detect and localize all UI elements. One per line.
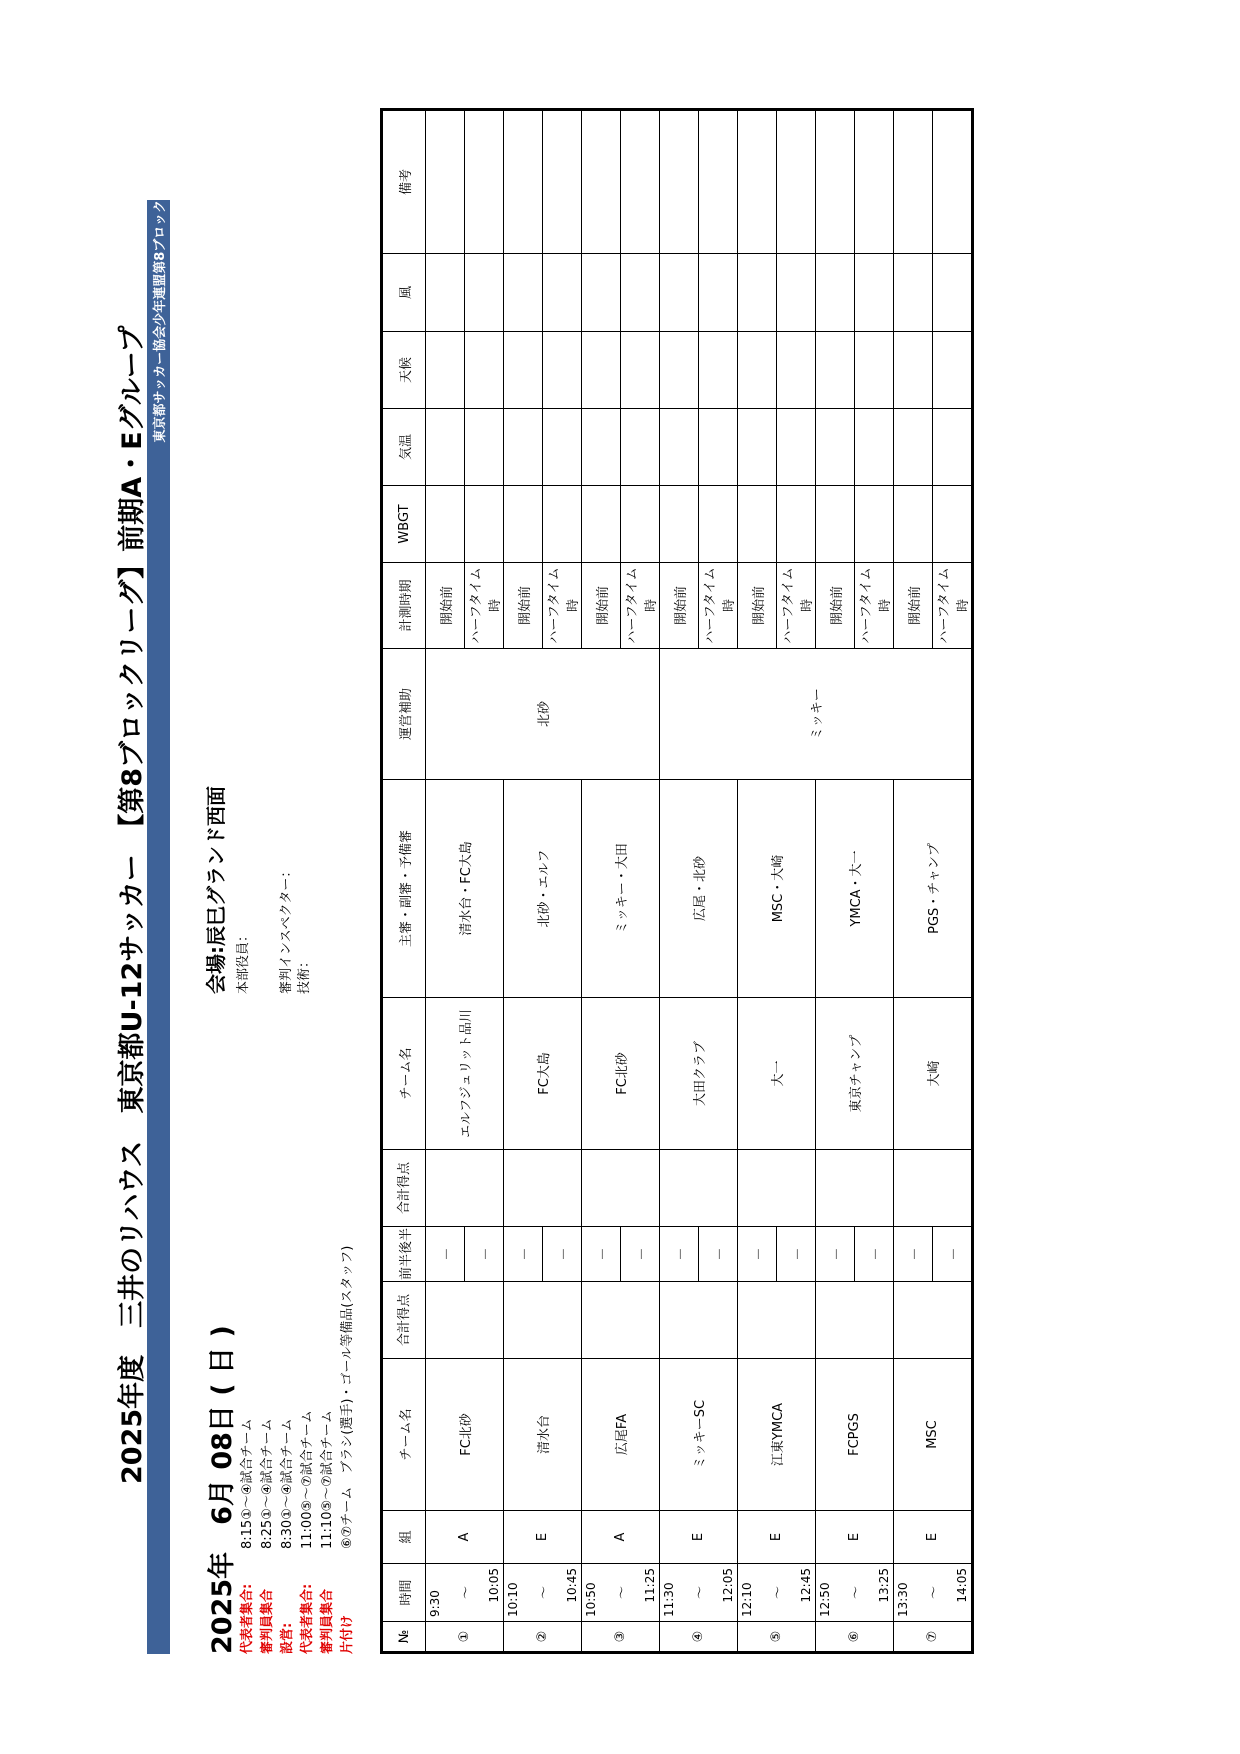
match-table [380,108,974,1654]
match-group: E [816,1511,894,1564]
match-end: 14:05 [955,1568,969,1603]
match-end: 13:25 [877,1568,891,1603]
referees: PGS・チャンプ [894,780,973,998]
team1-name: 広尾FA [582,1359,660,1511]
match-start: 10:50 [584,1582,598,1617]
temp-cell[interactable] [933,409,973,486]
match-start: 11:30 [662,1582,676,1617]
match-time [894,1564,973,1622]
first-half-score[interactable]: － [894,1227,933,1282]
team2-name: 大田クラブ [660,998,738,1150]
wbgt-cell[interactable] [777,486,816,563]
match-no: ⑥ [816,1622,894,1653]
second-half-score[interactable]: － [777,1227,816,1282]
match-group: E [504,1511,582,1564]
team2-name: 大一 [738,998,816,1150]
team1-total[interactable] [504,1282,582,1359]
header-team1: チーム名 [382,1359,426,1511]
tilde: ～ [537,1586,552,1600]
team1-total[interactable] [582,1282,660,1359]
wind-cell[interactable] [738,254,777,332]
match-time [816,1564,894,1622]
schedule-label: 代表者集合: [240,1583,255,1654]
wind-cell[interactable] [699,254,738,332]
match-start: 13:30 [896,1582,910,1617]
temp-cell[interactable] [621,409,660,486]
match-no: ① [426,1622,504,1653]
weather-cell[interactable] [660,332,699,409]
header-group: 組 [382,1511,426,1564]
first-half-score[interactable]: － [738,1227,777,1282]
wbgt-cell[interactable] [582,486,621,563]
team1-name: 清水台 [504,1359,582,1511]
wind-cell[interactable] [777,254,816,332]
venue: 会場:辰巳グランド西面 [204,786,228,994]
second-half-score[interactable]: － [543,1227,582,1282]
notes-cell[interactable] [699,110,738,254]
timing-label: ハーフタイム時 [777,563,816,649]
wind-cell[interactable] [894,254,933,332]
temp-cell[interactable] [699,409,738,486]
timing-label: ハーフタイム時 [543,563,582,649]
match-row [582,110,621,1653]
wbgt-cell[interactable] [504,486,543,563]
second-half-score[interactable]: － [855,1227,894,1282]
team2-total[interactable] [426,1150,504,1227]
wind-cell[interactable] [543,254,582,332]
wbgt-cell[interactable] [699,486,738,563]
header-wbgt: WBGT [382,486,426,563]
header-weather: 天候 [382,332,426,409]
weather-cell[interactable] [933,332,973,409]
match-start: 9:30 [428,1590,442,1617]
match-start: 12:50 [818,1582,832,1617]
timing-label: 開始前 [426,563,465,649]
header-referees: 主審・副審・予備審 [382,780,426,998]
temp-cell[interactable] [426,409,465,486]
tilde: ～ [693,1586,708,1600]
team2-total[interactable] [660,1150,738,1227]
timing-label: 開始前 [816,563,855,649]
match-no: ⑦ [894,1622,973,1653]
notes-cell[interactable] [855,110,894,254]
first-half-score[interactable]: － [816,1227,855,1282]
notes-cell[interactable] [465,110,504,254]
header-wind: 風 [382,254,426,332]
tilde: ～ [927,1586,942,1600]
schedule-text: ⑥⑦チーム ブラシ(選手)・ゴール等備品(スタッフ) [340,1245,355,1549]
team1-name: ミッキーSC [660,1359,738,1511]
tilde: ～ [615,1586,630,1600]
header-bar [147,200,170,1654]
match-time [426,1564,504,1622]
schedule-label: 代表者集合: [300,1583,315,1654]
match-end: 12:05 [721,1568,735,1603]
referees: MSC・大崎 [738,780,816,998]
match-time [504,1564,582,1622]
timing-label: 開始前 [738,563,777,649]
schedule-text: 11:00⑤～⑦試合チーム [300,1410,315,1549]
header-support: 運営補助 [382,649,426,780]
temp-cell[interactable] [738,409,777,486]
weather-cell[interactable] [777,332,816,409]
timing-label: 開始前 [894,563,933,649]
info-line-technical: 技術： [297,954,312,994]
wind-cell[interactable] [855,254,894,332]
wbgt-cell[interactable] [426,486,465,563]
timing-label: ハーフタイム時 [699,563,738,649]
timing-label: ハーフタイム時 [621,563,660,649]
team2-total[interactable] [816,1150,894,1227]
match-no: ⑤ [738,1622,816,1653]
wbgt-cell[interactable] [465,486,504,563]
wind-cell[interactable] [816,254,855,332]
temp-cell[interactable] [660,409,699,486]
timing-label: 開始前 [504,563,543,649]
wbgt-cell[interactable] [933,486,973,563]
team2-name: FC北砂 [582,998,660,1150]
weather-cell[interactable] [621,332,660,409]
match-end: 10:05 [487,1568,501,1603]
match-group: E [738,1511,816,1564]
first-half-score[interactable]: － [504,1227,543,1282]
notes-cell[interactable] [426,110,465,254]
referees: ミッキー・大田 [582,780,660,998]
team2-total[interactable] [894,1150,973,1227]
wind-cell[interactable] [426,254,465,332]
match-row [504,110,543,1653]
timing-label: ハーフタイム時 [933,563,973,649]
info-line-hq: 本部役員： [236,928,251,994]
tilde: ～ [771,1586,786,1600]
tilde: ～ [459,1586,474,1600]
team2-total[interactable] [504,1150,582,1227]
schedule-text: 8:15①～④試合チーム [240,1418,255,1549]
match-time [582,1564,660,1622]
wind-cell[interactable] [660,254,699,332]
schedule-label: 設営: [280,1622,295,1654]
schedule-label: 審判員集合 [260,1588,275,1654]
match-row [660,110,699,1653]
schedule-text: 8:25①～④試合チーム [260,1418,275,1549]
schedule-text: 11:10⑤～⑦試合チーム [320,1410,335,1549]
first-half-score[interactable]: － [660,1227,699,1282]
team1-total[interactable] [816,1282,894,1359]
team2-name: 大崎 [894,998,973,1150]
match-no: ③ [582,1622,660,1653]
weather-cell[interactable] [699,332,738,409]
schedule-sheet [0,169,1000,1754]
wind-cell[interactable] [465,254,504,332]
referees: 清水台・FC大島 [426,780,504,998]
header-halves: 前半後半 [382,1227,426,1282]
team1-name: FC北砂 [426,1359,504,1511]
match-row [816,110,855,1653]
wbgt-cell[interactable] [738,486,777,563]
wbgt-cell[interactable] [660,486,699,563]
wbgt-cell[interactable] [621,486,660,563]
timing-label: 開始前 [582,563,621,649]
temp-cell[interactable] [582,409,621,486]
second-half-score[interactable]: － [933,1227,973,1282]
temp-cell[interactable] [543,409,582,486]
match-time [738,1564,816,1622]
match-row [738,110,777,1653]
timing-label: ハーフタイム時 [465,563,504,649]
match-no: ④ [660,1622,738,1653]
team2-name: エルフジュリット品川 [426,998,504,1150]
weather-cell[interactable] [582,332,621,409]
temp-cell[interactable] [855,409,894,486]
second-half-score[interactable]: － [621,1227,660,1282]
first-half-score[interactable]: － [582,1227,621,1282]
association-name: 東京都サッカー協会少年連盟第8ブロック [153,200,168,443]
match-no: ② [504,1622,582,1653]
team2-total[interactable] [738,1150,816,1227]
header-total1: 合計得点 [382,1282,426,1359]
schedule-text: 8:30①～④試合チーム [280,1418,295,1549]
match-end: 10:45 [565,1568,579,1603]
team1-name: 江東YMCA [738,1359,816,1511]
second-half-score[interactable]: － [699,1227,738,1282]
notes-cell[interactable] [738,110,777,254]
header-timing: 計測時期 [382,563,426,649]
team2-name: FC大島 [504,998,582,1150]
timing-label: 開始前 [660,563,699,649]
wind-cell[interactable] [933,254,973,332]
team1-total[interactable] [426,1282,504,1359]
header-team2: チーム名 [382,998,426,1150]
wbgt-cell[interactable] [894,486,933,563]
notes-cell[interactable] [933,110,973,254]
event-date: 2025年 6月 08日 ( 日 ) [207,1325,238,1654]
wbgt-cell[interactable] [543,486,582,563]
referees: 広尾・北砂 [660,780,738,998]
temp-cell[interactable] [777,409,816,486]
team2-name: 東京チャンプ [816,998,894,1150]
team1-name: FCPGS [816,1359,894,1511]
info-line-inspector: 審判インスペクター： [279,864,294,994]
notes-cell[interactable] [621,110,660,254]
weather-cell[interactable] [738,332,777,409]
weather-cell[interactable] [426,332,465,409]
weather-cell[interactable] [816,332,855,409]
header-time: 時間 [382,1564,426,1622]
wind-cell[interactable] [621,254,660,332]
team1-total[interactable] [660,1282,738,1359]
schedule-label: 審判員集合 [320,1588,335,1654]
support-cell: 北砂 [426,649,660,780]
notes-cell[interactable] [582,110,621,254]
match-start: 10:10 [506,1582,520,1617]
weather-cell[interactable] [543,332,582,409]
team1-total[interactable] [738,1282,816,1359]
match-end: 12:45 [799,1568,813,1603]
team2-total[interactable] [582,1150,660,1227]
wind-cell[interactable] [504,254,543,332]
notes-cell[interactable] [660,110,699,254]
wbgt-cell[interactable] [855,486,894,563]
match-start: 12:10 [740,1582,754,1617]
notes-cell[interactable] [816,110,855,254]
header-temp: 気温 [382,409,426,486]
team1-total[interactable] [894,1282,973,1359]
support-cell: ミッキー [660,649,973,780]
notes-cell[interactable] [777,110,816,254]
match-group: A [426,1511,504,1564]
match-time [660,1564,738,1622]
match-row [894,110,933,1653]
header-notes: 備考 [382,110,426,254]
timing-label: ハーフタイム時 [855,563,894,649]
weather-cell[interactable] [504,332,543,409]
header-no: № [382,1622,426,1653]
page-title: 2025年度 三井のリハウス 東京都U-12サッカー 【第8ブロックリーグ】前期A・Eグループ [117,325,148,1484]
match-group: A [582,1511,660,1564]
match-group: E [660,1511,738,1564]
notes-cell[interactable] [504,110,543,254]
weather-cell[interactable] [465,332,504,409]
referees: YMCA・大一 [816,780,894,998]
header-total2: 合計得点 [382,1150,426,1227]
tilde: ～ [849,1586,864,1600]
weather-cell[interactable] [894,332,933,409]
match-end: 11:25 [643,1568,657,1603]
match-row [426,110,465,1653]
first-half-score[interactable]: － [426,1227,465,1282]
referees: 北砂・エルフ [504,780,582,998]
temp-cell[interactable] [816,409,855,486]
temp-cell[interactable] [465,409,504,486]
team1-name: MSC [894,1359,973,1511]
weather-cell[interactable] [855,332,894,409]
temp-cell[interactable] [504,409,543,486]
notes-cell[interactable] [894,110,933,254]
header-row [382,110,426,1653]
notes-cell[interactable] [543,110,582,254]
second-half-score[interactable]: － [465,1227,504,1282]
schedule-label: 片付け [340,1614,355,1654]
temp-cell[interactable] [894,409,933,486]
wbgt-cell[interactable] [816,486,855,563]
wind-cell[interactable] [582,254,621,332]
match-group: E [894,1511,973,1564]
